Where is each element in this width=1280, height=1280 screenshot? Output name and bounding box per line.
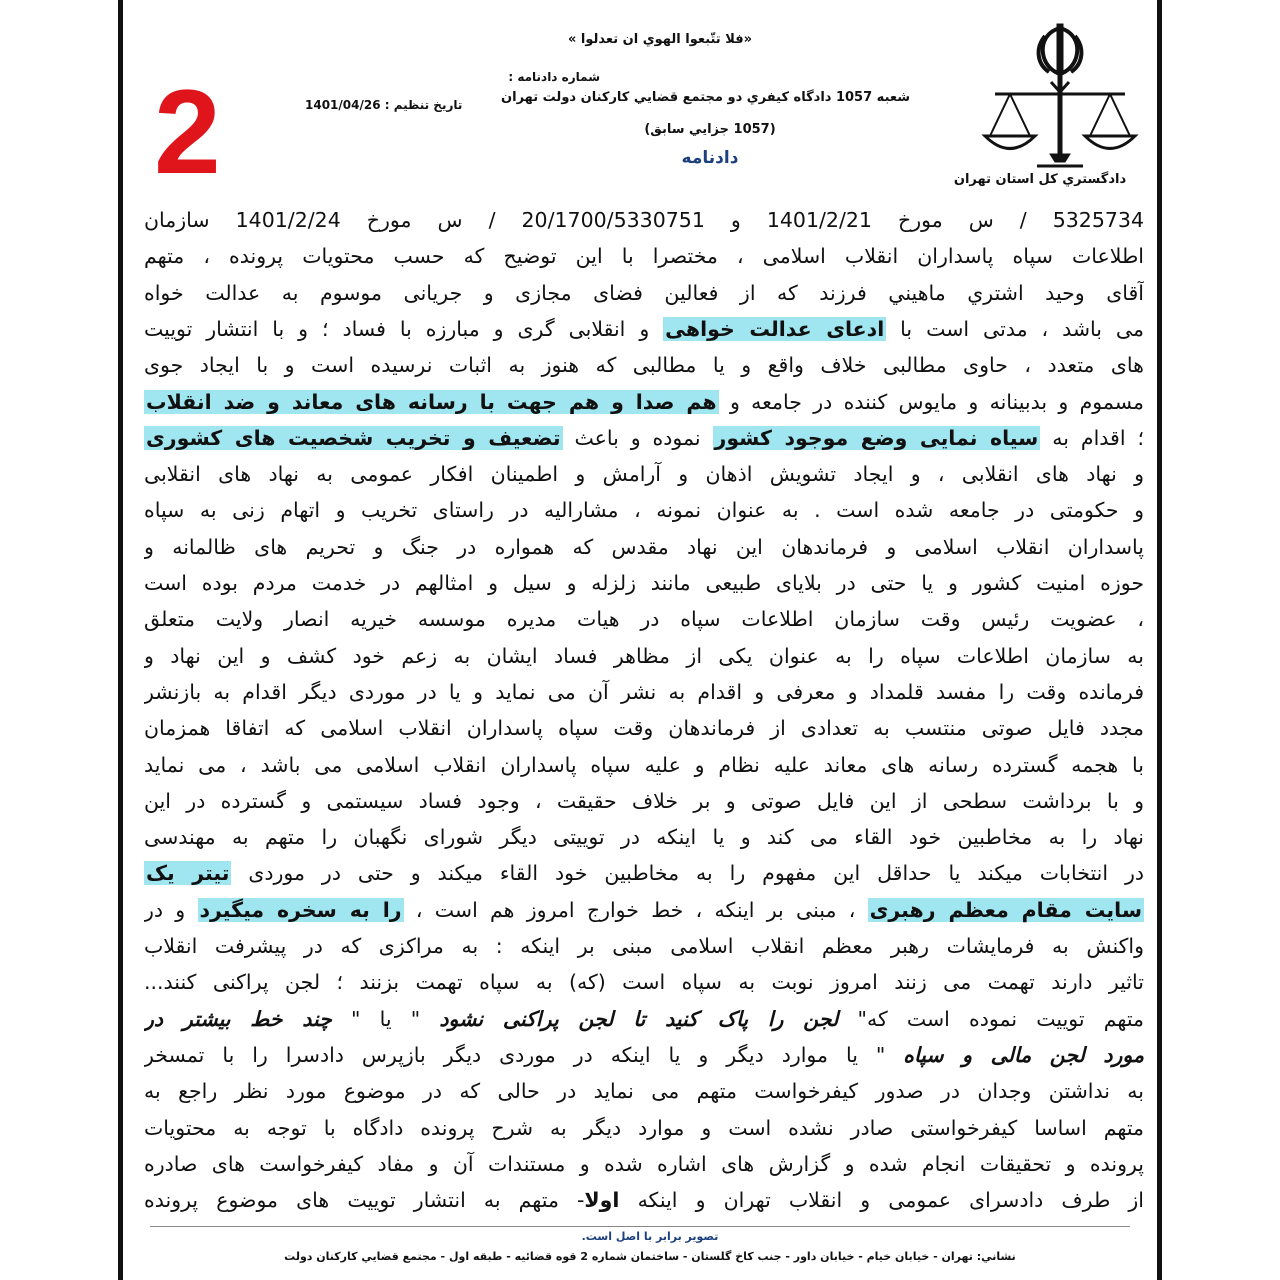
body-line: [144, 1037, 1144, 1073]
body-line: به سازمان اطلاعات سپاه را به عنوان یکی از مظاهر فساد ایشان به زعم خود کشف و این نهاد و: [144, 643, 1144, 668]
body-line: 5325734 / س مورخ 1401/2/21 و 20/1700/5330751 / س مورخ 1401/2/24 سازمان: [144, 208, 1144, 232]
emphasized-word: اولا: [584, 1188, 620, 1213]
body-segment: ، مبنی بر اینکه ، خط خوارج امروز هم است ،: [403, 897, 868, 922]
former-branch: (1057 جزايي سابق): [644, 122, 776, 137]
body-segment: از طرف دادسرای عمومی و انقلاب تهران و اینکه: [619, 1188, 1144, 1213]
body-line: [144, 1182, 1144, 1218]
body-line: آقای وحید اشتري ماهيني فرزند که از فعالین فضای مجازی و جریانی موسوم به عدالت خواه: [144, 280, 1144, 305]
ruling-body-text: [144, 202, 1144, 1220]
body-line: با هجمه گسترده رسانه های معاند علیه نظام و علیه سپاه پاسداران انقلاب اسلامی می باشد ، می نماید: [144, 752, 1144, 777]
body-line: و نهاد های انقلابی ، و ایجاد تشویش اذهان و آرامش و اطمینان افکار عمومی به نهاد های انقلابی: [144, 462, 1144, 487]
document-title: دادنامه: [681, 148, 739, 168]
document-header: [130, 6, 1152, 201]
body-segment: مسموم و بدبینانه و مایوس کننده در جامعه و: [718, 389, 1144, 414]
body-line: تاثیر دارند تهمت می زنند امروز نوبت به سپاه است (که) به سپاه تهمت بزنند ؛ لجن پراکنی کنند...: [144, 970, 1144, 995]
highlighted-phrase: سیاه نمایی وضع موجود کشور: [714, 425, 1039, 450]
body-line: پاسداران انقلاب اسلامی و فرماندهان این نهاد مقدس که همواره در جنگ و تحریم های ظالمانه و: [144, 534, 1144, 559]
court-document-page: [130, 6, 1152, 1274]
body-line: و با برداشت سطحی از این فایل صوتی و بر خلاف حقیقت ، وجود فساد سیستمی و گسترده در این: [144, 788, 1144, 813]
emphasized-quote: چند خط بیشتر در: [144, 1006, 332, 1031]
body-line: نهاد را به مخاطبین خود القاء می کند و یا اینکه در توییتی دیگر شورای نگهبان را متهم به مهندسی: [144, 825, 1144, 850]
footer-divider: [150, 1226, 1130, 1227]
body-line: [144, 420, 1144, 456]
body-line: متهم اساسا کیفرخواستی صادر نشده است و موارد دیگر به شرح پرونده دادگاه با توجه به محتویات: [144, 1115, 1144, 1140]
body-segment: " یا ": [331, 1006, 440, 1031]
highlighted-phrase: هم صدا و هم جهت با رسانه های معاند و ضد انقلاب: [146, 389, 717, 414]
body-segment: ؛ اقدام به: [1040, 425, 1144, 450]
highlighted-phrase: ادعای عدالت خواهی: [665, 316, 885, 341]
body-line: اطلاعات سپاه پاسداران انقلاب اسلامی ، مختصرا با این توضیح که حسب محتویات پرونده ، متهم: [144, 244, 1144, 269]
court-address: نشاني: تهران - خيابان خيام - خيابان داور - جنب کاخ گلستان - ساختمان شماره 2 قوه قضائيه - طبقه اول - مجتمع قضايي کارکنان دولت: [284, 1250, 1016, 1263]
body-line: حوزه امنیت کشور و یا حتی در بلایای طبیعی مانند زلزله و سیل و امثالهم در خدمت مردم بوده است: [144, 571, 1144, 595]
body-line: [144, 892, 1144, 928]
highlighted-phrase: را به سخره میگیرد: [199, 897, 402, 922]
body-line: [144, 384, 1144, 420]
quran-verse: «فلا تتّبعوا الهوي ان تعدلوا »: [568, 32, 752, 47]
body-line: ، عضویت رئیس وقت سازمان اطلاعات سپاه در هیات مدیره موسسه خیریه انصار ولایت متعلق: [144, 607, 1144, 632]
court-branch: شعبه 1057 دادگاه کيفري دو مجتمع قضايي کارکنان دولت تهران: [501, 90, 910, 105]
page-number: 2: [154, 65, 221, 199]
body-segment: و انقلابی گری و مبارزه با فساد ؛ و با انتشار توییت: [144, 316, 664, 341]
highlighted-phrase: تضعیف و تخریب شخصیت های کشوری: [146, 425, 561, 450]
body-segment: " یا موارد دیگر و یا اینکه در موردی دیگر بازپرس دادسرا را با تمسخر: [144, 1042, 904, 1067]
body-segment: متهم توییت نموده است که": [838, 1006, 1144, 1031]
body-segment: نموده و باعث: [562, 425, 713, 450]
body-line: و حکومتی در جامعه شده است . به عنوان نمونه ، مشارالیه در راستای تخریب و اتهام زنی به سپاه: [144, 498, 1144, 523]
emphasized-quote: لجن را پاک کنید تا لجن پراکنی نشود: [439, 1006, 839, 1031]
left-frame-line: [118, 0, 123, 1280]
certified-copy-note: تصوير برابر با اصل است.: [581, 1230, 719, 1243]
body-line: [144, 311, 1144, 347]
right-frame-line: [1157, 0, 1162, 1280]
body-segment: - متهم به انتشار توییت های موضوع پرونده: [144, 1188, 585, 1213]
issue-date: تاريخ تنظيم : 1401/04/26: [305, 98, 463, 112]
body-line: مجدد فایل صوتی منتسب به تعدادی از فرماندهان وقت سپاه پاسداران انقلاب اسلامی که اتفاقا همزمان: [144, 716, 1144, 741]
body-line: [144, 855, 1144, 891]
body-line: فرمانده وقت را مفسد قلمداد و معرفی و اقدام به نشر آن می نماید و یا در موردی دیگر اقدام به بازنشر: [144, 679, 1144, 704]
highlighted-phrase: سایت مقام معظم رهبری: [869, 897, 1142, 922]
body-segment: می باشد ، مدتی است با: [886, 316, 1144, 341]
body-segment: در انتخابات میکند یا حداقل این مفهوم را به مخاطبین خود القاء میکند و حتی در موردی: [231, 861, 1144, 886]
highlighted-phrase: تیتر یک: [146, 861, 230, 886]
emphasized-quote: مورد لجن مالی و سپاه: [903, 1042, 1144, 1067]
body-line: واکنش به فرمایشات رهبر معظم انقلاب اسلامی مبنی بر اینکه : به مراکزی که در پیشرفت انقلاب: [144, 934, 1144, 958]
body-segment: و در: [144, 897, 198, 922]
court-name: دادگستري کل استان تهران: [953, 172, 1127, 187]
body-line: پرونده و تحقیقات انجام شده و گزارش های اشاره شده و مستندات آن و مفاد کیفرخواست های صادره: [144, 1151, 1144, 1176]
judiciary-emblem-icon: [975, 16, 1145, 181]
body-line: های متعدد ، حاوی مطالبی خلاف واقع و یا مطالبی که هنوز به اثبات نرسیده است و با ایجاد جوی: [144, 353, 1144, 378]
case-number-label: شماره دادنامه :: [508, 70, 600, 84]
body-line: [144, 1001, 1144, 1037]
body-line: به نداشتن وجدان در صدور کیفرخواست متهم می نماید در حالی که در موضوع مورد نظر راجع به: [144, 1079, 1144, 1104]
